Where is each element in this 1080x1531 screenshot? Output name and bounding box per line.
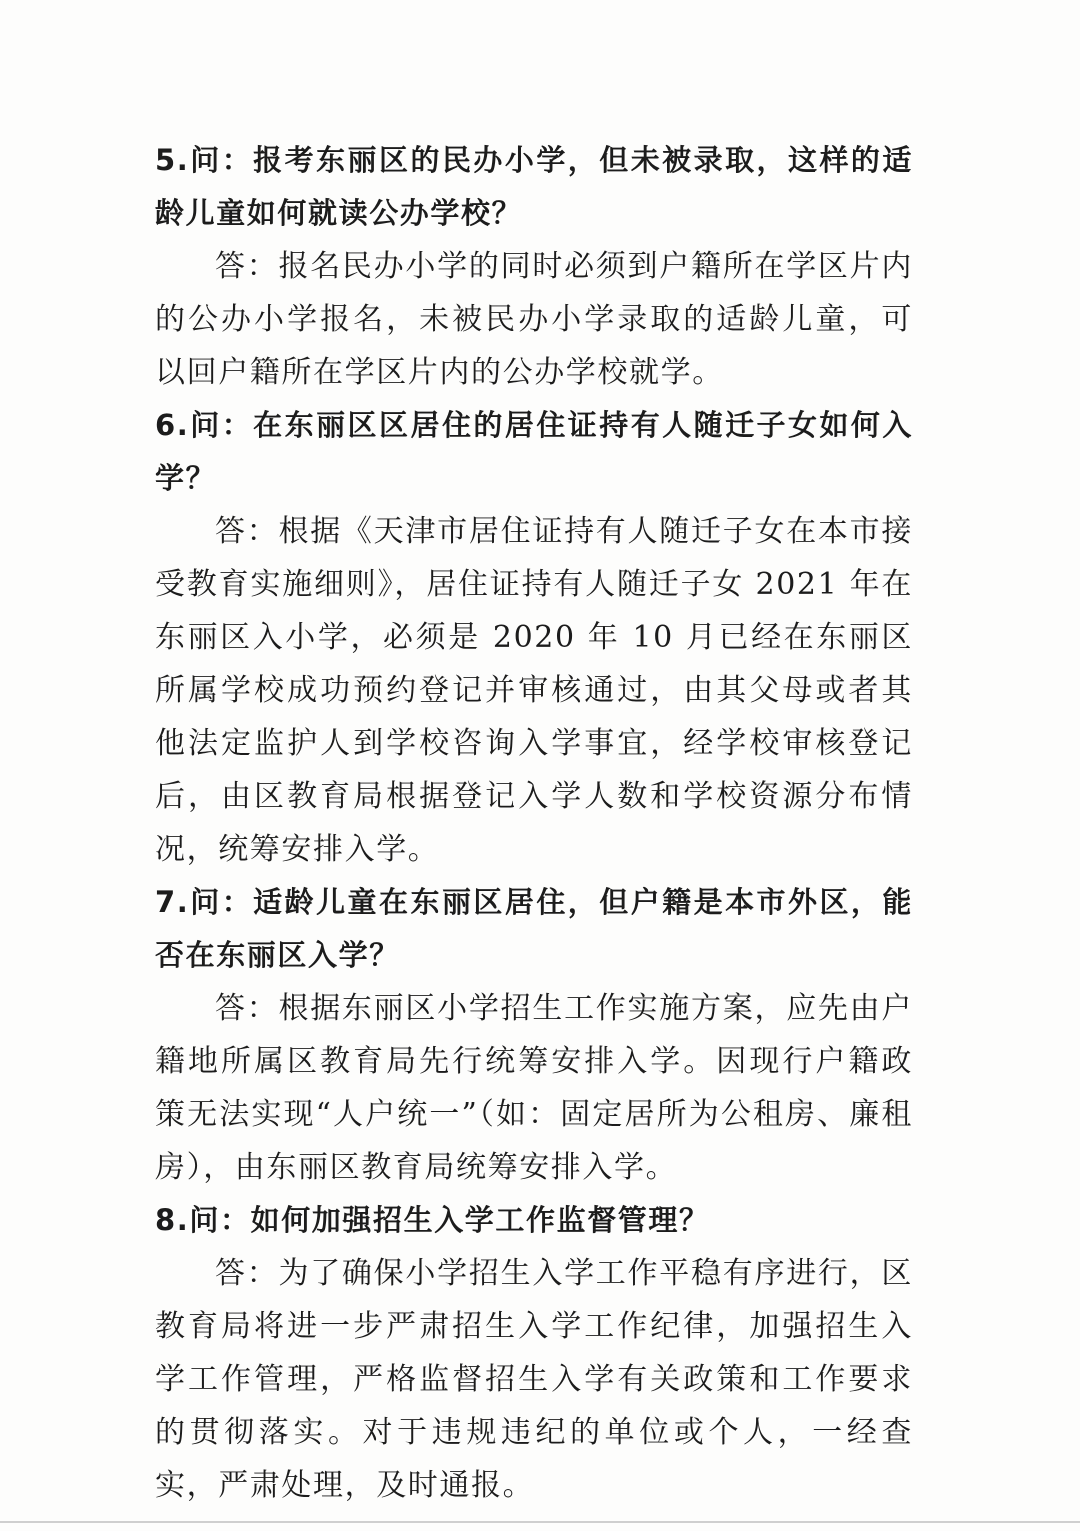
question-5: 5.问：报考东丽区的民办小学，但未被录取，这样的适龄儿童如何就读公办学校？ [155,143,913,230]
qa-item-5 [155,134,913,399]
answer-8: 答：为了确保小学招生入学工作平稳有序进行，区教育局将进一步严肃招生入学工作纪律，加强招生入学工作管理，严格监督招生入学有关政策和工作要求的贯彻落实。对于违规违纪的单位或个人，一经查实，严肃处理，及时通报。 [155,1256,913,1503]
qa-item-8 [155,1194,913,1512]
question-6: 6.问：在东丽区区居住的居住证持有人随迁子女如何入学？ [155,408,913,495]
answer-6: 答：根据《天津市居住证持有人随迁子女在本市接受教育实施细则》，居住证持有人随迁子女 2021 年在东丽区入小学，必须是 2020 年 10 月已经在东丽区所属学校成功预约登记并审核通过，由其父母或者其他法定监护人到学校咨询入学事宜，经学校审核登记后，由区教育局根据登记入学人数和学校资源分布情况，统筹安排入学。 [155,514,913,867]
qa-item-7 [155,876,913,1194]
question-8: 8.问：如何加强招生入学工作监督管理？ [155,1203,710,1237]
question-7: 7.问：适龄儿童在东丽区居住，但户籍是本市外区，能否在东丽区入学？ [155,885,913,972]
document-body [155,134,913,1512]
answer-7: 答：根据东丽区小学招生工作实施方案，应先由户籍地所属区教育局先行统筹安排入学。因现行户籍政策无法实现“人户统一”（如：固定居所为公租房、廉租房），由东丽区教育局统筹安排入学。 [155,991,913,1185]
scan-edge-line [0,1521,1080,1523]
qa-item-6 [155,399,913,876]
answer-5: 答：报名民办小学的同时必须到户籍所在学区片内的公办小学报名，未被民办小学录取的适龄儿童，可以回户籍所在学区片内的公办学校就学。 [155,249,913,390]
